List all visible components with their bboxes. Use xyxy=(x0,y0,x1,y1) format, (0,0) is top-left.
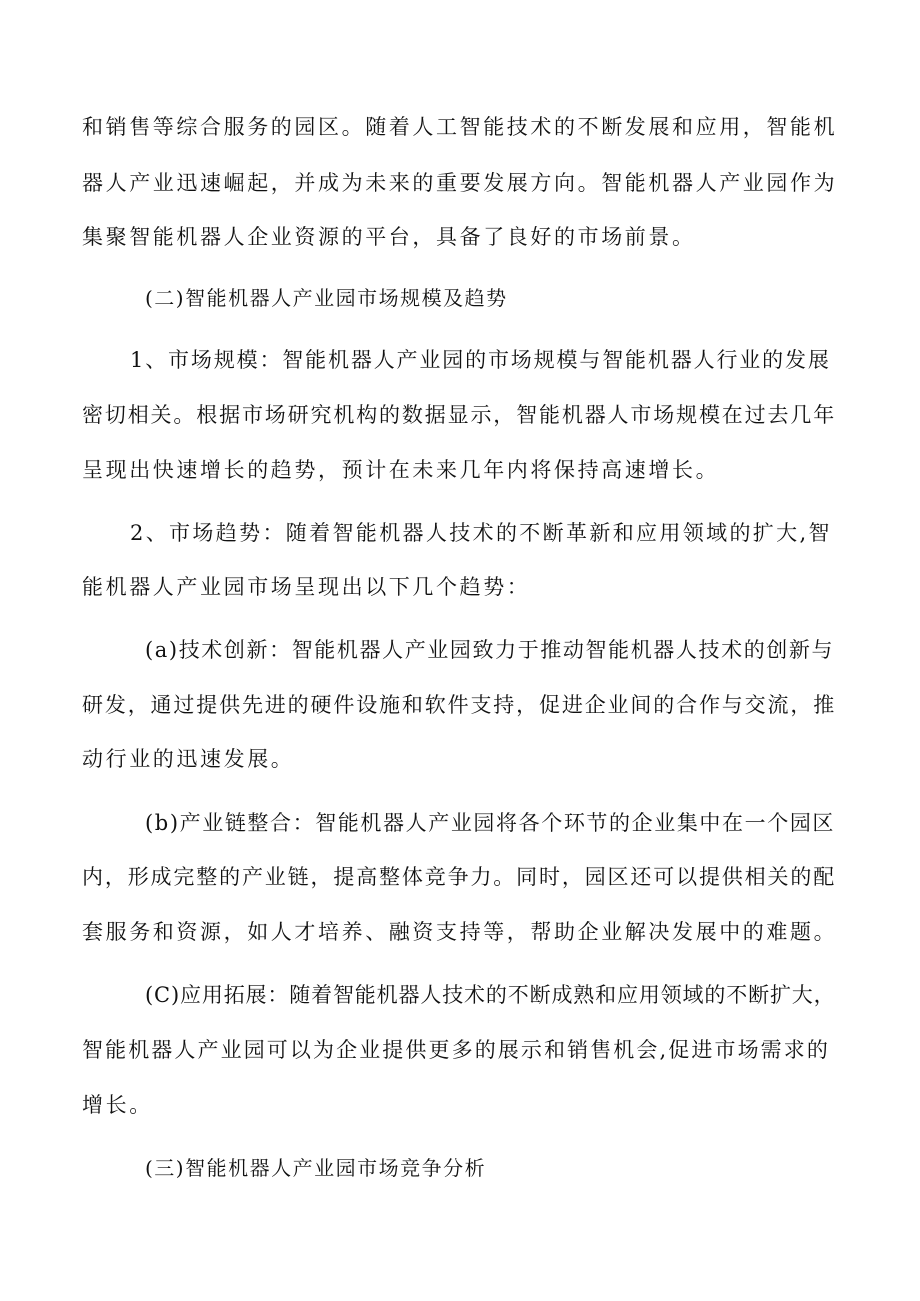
trend-b-line-3: 套服务和资源，如人才培养、融资支持等，帮助企业解决发展中的难题。 xyxy=(82,920,838,944)
intro-line-3: 集聚智能机器人企业资源的平台，具备了良好的市场前景。 xyxy=(82,225,696,249)
trend-a-line-2: 研发，通过提供先进的硬件设施和软件支持，促进企业间的合作与交流，推 xyxy=(82,693,837,717)
market-size-line-3: 呈现出快速增长的趋势，预计在未来几年内将保持高速增长。 xyxy=(82,458,720,482)
market-trend-line-2: 能机器人产业园市场呈现出以下几个趋势： xyxy=(82,575,531,599)
intro-line-2: 器人产业迅速崛起，并成为未来的重要发展方向。智能机器人产业园作为 xyxy=(82,171,838,195)
trend-b-line-1: (b)产业链整合：智能机器人产业园将各个环节的企业集中在一个园区 xyxy=(145,811,836,835)
trend-c-line-2: 智能机器人产业园可以为企业提供更多的展示和销售机会,促进市场需求的 xyxy=(82,1038,830,1062)
section-2-heading: (二)智能机器人产业园市场规模及趋势 xyxy=(145,286,508,310)
trend-a-line-3: 动行业的迅速发展。 xyxy=(82,747,295,771)
trend-b-line-2: 内，形成完整的产业链，提高整体竞争力。同时，园区还可以提供相关的配 xyxy=(82,865,837,889)
trend-a-line-1: (a)技术创新：智能机器人产业园致力于推动智能机器人技术的创新与 xyxy=(145,638,835,662)
section-3-heading: (三)智能机器人产业园市场竞争分析 xyxy=(145,1156,487,1180)
market-size-line-2: 密切相关。根据市场研究机构的数据显示，智能机器人市场规模在过去几年 xyxy=(82,403,837,427)
trend-c-line-3: 增长。 xyxy=(82,1093,153,1117)
intro-line-1: 和销售等综合服务的园区。随着人工智能技术的不断发展和应用，智能机 xyxy=(82,115,838,139)
trend-c-line-1: (C)应用拓展：随着智能机器人技术的不断成熟和应用领域的不断扩大， xyxy=(145,983,836,1007)
market-trend-line-1: 2、市场趋势：随着智能机器人技术的不断革新和应用领域的扩大,智 xyxy=(130,521,832,545)
market-size-line-1: 1、市场规模：智能机器人产业园的市场规模与智能机器人行业的发展 xyxy=(130,348,831,372)
